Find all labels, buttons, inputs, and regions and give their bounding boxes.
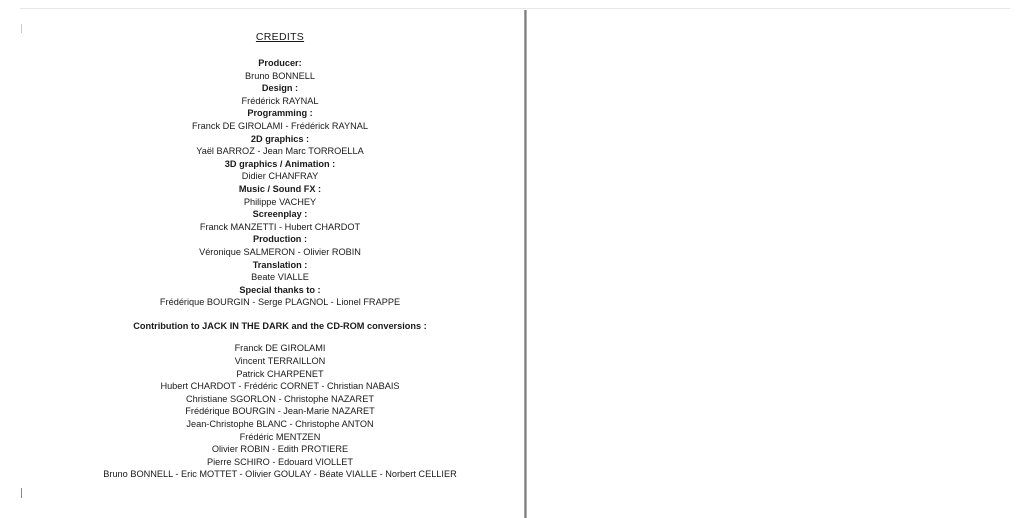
credit-role: 3D graphics / Animation : — [224, 158, 336, 169]
contributor-line: Olivier ROBIN - Edith PROTIERE — [211, 444, 349, 455]
credit-names: Franck MANZETTI - Hubert CHARDOT — [199, 221, 361, 232]
credit-names: Véronique SALMERON - Olivier ROBIN — [199, 246, 361, 257]
contributor-line: Frédérique BOURGIN - Jean-Marie NAZARET — [185, 406, 375, 417]
credit-role: Translation : — [252, 259, 308, 270]
credit-names: Philippe VACHEY — [243, 196, 317, 207]
page-top-edge — [20, 8, 1010, 9]
contributor-line: Christiane SGORLON - Christophe NAZARET — [186, 393, 374, 404]
contributor-line: Hubert CHARDOT - Frédéric CORNET - Christian NABAIS — [160, 381, 400, 392]
credit-role: Programming : — [247, 108, 313, 119]
credit-role: 2D graphics : — [250, 133, 310, 144]
contributor-line: Vincent TERRAILLON — [234, 356, 326, 367]
contributor-line: Frédéric MENTZEN — [239, 431, 321, 442]
contributor-line: Jean-Christophe BLANC - Christophe ANTON — [186, 419, 374, 430]
credit-names: Bruno BONNELL — [245, 70, 315, 81]
credit-role: Design : — [261, 83, 299, 94]
credit-role: Producer: — [258, 58, 302, 68]
credit-role: Production : — [252, 234, 308, 245]
credits-block — [20, 30, 540, 481]
credit-names: Yaël BARROZ - Jean Marc TORROELLA — [196, 146, 364, 157]
credit-names: Frédérick RAYNAL — [241, 95, 319, 106]
credit-role: Screenplay : — [252, 209, 308, 220]
credit-names: Frédérique BOURGIN - Serge PLAGNOL - Lionel FRAPPE — [159, 297, 401, 308]
contributor-line: Pierre SCHIRO - Edouard VIOLLET — [206, 456, 354, 467]
credit-role: Special thanks to : — [239, 284, 321, 295]
margin-mark-bottom — [21, 488, 22, 498]
credit-names: Beate VIALLE — [251, 272, 309, 283]
credit-names: Didier CHANFRAY — [241, 171, 319, 182]
credits-title: CREDITS — [255, 31, 305, 43]
contributor-line: Patrick CHARPENET — [236, 368, 324, 379]
contributor-line: Bruno BONNELL - Eric MOTTET - Olivier GOULAY - Béate VIALLE - Norbert CELLIER — [103, 469, 457, 480]
contribution-heading: Contribution to JACK IN THE DARK and the CD-ROM conversions : — [133, 320, 427, 331]
credit-role: Music / Sound FX : — [238, 183, 322, 194]
right-page-blank — [527, 0, 1025, 518]
credit-names: Franck DE GIROLAMI - Frédérick RAYNAL — [192, 120, 368, 131]
contributor-line: Franck DE GIROLAMI — [234, 343, 326, 354]
